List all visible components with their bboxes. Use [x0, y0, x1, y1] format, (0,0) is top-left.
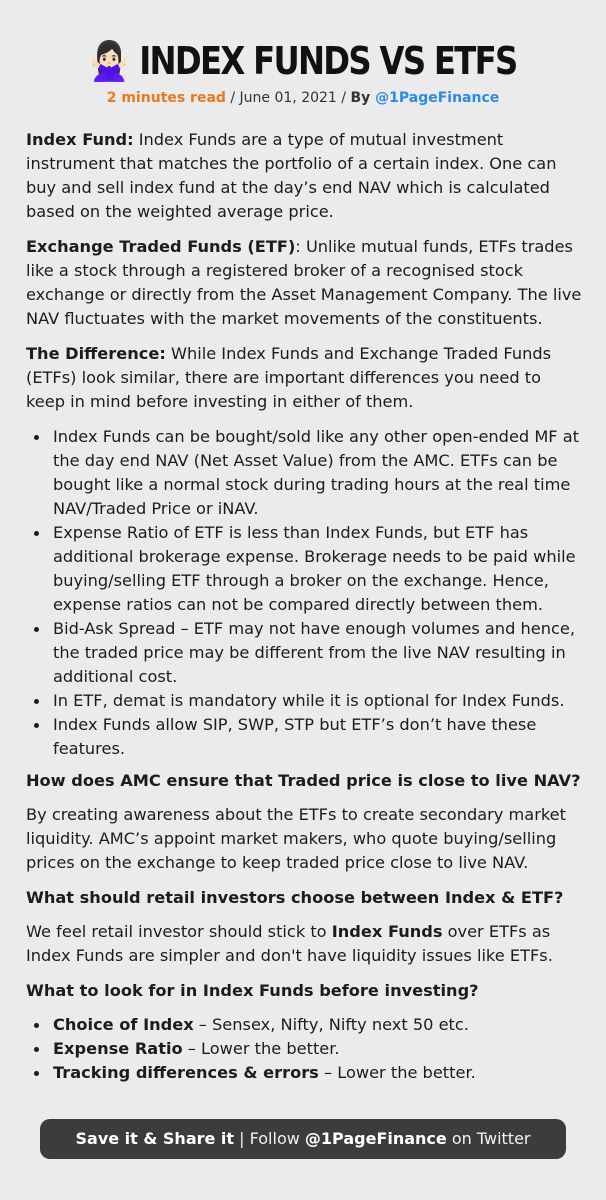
read-time: 2 minutes read [106, 90, 226, 106]
article-body [26, 128, 582, 1093]
list-item: Expense Ratio of ETF is less than Index Funds, but ETF has additional brokerage expense. Brokerage needs to be paid while buying/selling ETF through a broker on the exchange. Hence, expense ratios can not be compared directly between them. [53, 521, 582, 617]
list-item: Index Funds can be bought/sold like any other open-ended MF at the day end NAV (Net Asset Value) from the AMC. ETFs can be bought like a normal stock during trading hours at the real time NAV/Traded Price or iNAV. [53, 425, 582, 521]
checklist-label: Choice of Index [53, 1015, 194, 1034]
question-heading: What to look for in Index Funds before investing? [26, 981, 479, 1000]
checklist-label: Tracking differences & errors [53, 1063, 319, 1082]
list-item: In ETF, demat is mandatory while it is optional for Index Funds. [53, 689, 582, 713]
checklist-text: – Lower the better. [318, 1063, 476, 1082]
checklist-label: Expense Ratio [53, 1039, 183, 1058]
publish-date: June 01, 2021 [239, 90, 337, 106]
footer-banner [40, 1119, 566, 1159]
question-heading: What should retail investors choose between Index & ETF? [26, 888, 564, 907]
list-item: Bid-Ask Spread – ETF may not have enough volumes and hence, the traded price may be different from the live NAV resulting in additional cost. [53, 617, 582, 689]
answer-paragraph: By creating awareness about the ETFs to create secondary market liquidity. AMC’s appoint market makers, who quote buying/selling prices on the exchange to keep traded price close to live NAV. [26, 805, 566, 872]
list-item [53, 1013, 582, 1037]
no-gesture-emoji-icon: 🙅🏻‍♀️ [89, 39, 130, 83]
author-handle-link[interactable]: @1PageFinance [375, 90, 500, 106]
question-heading: How does AMC ensure that Traded price is close to live NAV? [26, 771, 581, 790]
meta-separator: / [225, 90, 240, 106]
header [0, 0, 606, 106]
difference-paragraph [26, 342, 582, 414]
list-item: Index Funds allow SIP, SWP, STP but ETF’s don’t have these features. [53, 713, 582, 761]
footer-suffix: on Twitter [446, 1129, 531, 1148]
etf-text: : Unlike mutual funds, ETFs trades like a stock through a registered broker of a recognised stock exchange or directly from the Asset Management Company. The live NAV fluctuates with the market movements of the constituents. [26, 237, 582, 328]
etf-paragraph [26, 235, 582, 331]
footer-separator: | Follow [234, 1129, 305, 1148]
checklist-text: – Sensex, Nifty, Nifty next 50 etc. [193, 1015, 469, 1034]
footer-cta: Save it & Share it [75, 1129, 235, 1148]
page-title [45, 34, 560, 88]
list-item [53, 1037, 582, 1061]
article-meta [0, 90, 606, 106]
footer-handle-link[interactable]: @1PageFinance [304, 1129, 447, 1148]
answer-text: We feel retail investor should stick to [26, 922, 332, 941]
differences-list [26, 425, 582, 761]
difference-label: The Difference: [26, 344, 166, 363]
etf-label: Exchange Traded Funds (ETF) [26, 237, 296, 256]
checklist-text: – Lower the better. [182, 1039, 340, 1058]
index-fund-label: Index Fund: [26, 130, 134, 149]
index-fund-paragraph [26, 128, 582, 224]
meta-separator: / [336, 90, 351, 106]
list-item [53, 1061, 582, 1085]
answer-text: over ETFs as Index Funds are simpler and don't have liquidity issues like ETFs. [26, 922, 553, 965]
difference-text: While Index Funds and Exchange Traded Funds (ETFs) look similar, there are important differences you need to keep in mind before investing in either of them. [26, 344, 552, 411]
answer-paragraph [26, 920, 582, 968]
page-title-text: INDEX FUNDS VS ETFS [139, 39, 517, 83]
checklist [26, 1013, 582, 1085]
index-fund-text: Index Funds are a type of mutual investment instrument that matches the portfolio of a certain index. One can buy and sell index fund at the day’s end NAV which is calculated based on the weighted average price. [26, 130, 557, 221]
answer-emphasis: Index Funds [331, 922, 443, 941]
byline-label: By [350, 90, 376, 106]
